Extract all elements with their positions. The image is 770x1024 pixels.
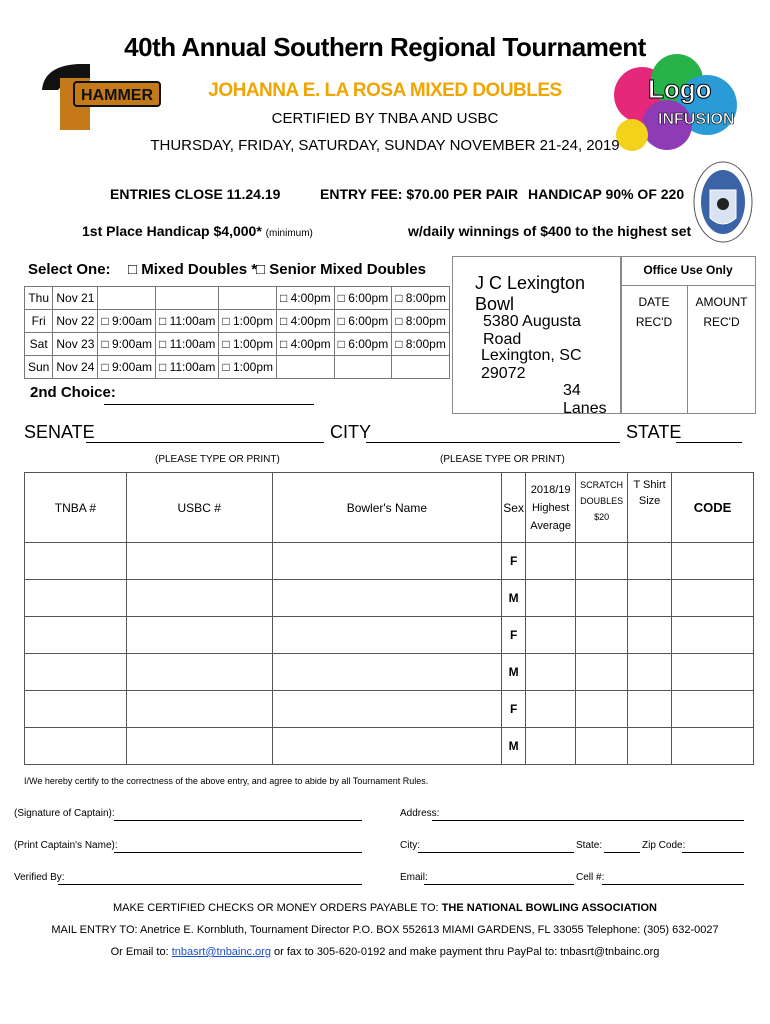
schedule-slot[interactable]: □ 6:00pm [334, 333, 392, 356]
bowler-cell[interactable] [576, 691, 628, 728]
bowler-cell[interactable] [25, 654, 127, 691]
schedule-slot[interactable]: □ 8:00pm [392, 287, 450, 310]
bowler-row [25, 617, 754, 654]
bowler-cell[interactable] [25, 617, 127, 654]
schedule-slot[interactable]: □ 4:00pm [277, 333, 335, 356]
second-choice-label: 2nd Choice: [30, 384, 116, 401]
schedule-day: Sun [25, 356, 53, 379]
bowler-cell[interactable] [126, 691, 272, 728]
bowler-cell[interactable] [272, 691, 502, 728]
bowler-sex: F [502, 617, 526, 654]
schedule-row [25, 287, 450, 310]
bowler-cell[interactable] [672, 617, 754, 654]
page-subtitle: JOHANNA E. LA ROSA MIXED DOUBLES [208, 80, 562, 101]
bowler-row [25, 580, 754, 617]
bowler-row [25, 728, 754, 765]
schedule-row [25, 356, 450, 379]
schedule-date: Nov 21 [53, 287, 98, 310]
bowler-cell[interactable] [272, 617, 502, 654]
schedule-slot[interactable]: □ 1:00pm [219, 356, 277, 379]
zip-label: Zip Code: [642, 840, 686, 851]
bowler-cell[interactable] [272, 728, 502, 765]
entry-fee: ENTRY FEE: $70.00 PER PAIR [320, 186, 519, 202]
entries-close: ENTRIES CLOSE 11.24.19 [110, 186, 281, 202]
office-amount: AMOUNT [695, 295, 748, 309]
schedule-slot[interactable]: □ 9:00am [98, 356, 156, 379]
zip-field[interactable] [682, 852, 744, 853]
schedule-slot[interactable]: □ 1:00pm [219, 333, 277, 356]
venue-lanes: 34 Lanes [563, 382, 607, 417]
schedule-row [25, 310, 450, 333]
checks-text: MAKE CERTIFIED CHECKS OR MONEY ORDERS PAYABLE TO: [113, 902, 439, 914]
schedule-slot [219, 287, 277, 310]
schedule-date: Nov 22 [53, 310, 98, 333]
city-label: CITY [330, 422, 372, 442]
bowler-row [25, 654, 754, 691]
daily-winnings: w/daily winnings of $400 to the highest set [408, 223, 692, 239]
col-tnba: TNBA # [25, 473, 127, 543]
bowler-cell[interactable] [672, 728, 754, 765]
bowler-sex: F [502, 543, 526, 580]
bowler-cell[interactable] [576, 580, 628, 617]
bowler-row [25, 543, 754, 580]
logo-infusion-word1: Logo [648, 74, 712, 104]
bowler-cell[interactable] [672, 580, 754, 617]
bowler-cell[interactable] [628, 543, 672, 580]
schedule-slot[interactable]: □ 8:00pm [392, 310, 450, 333]
senate-field[interactable] [86, 442, 324, 443]
schedule-day: Fri [25, 310, 53, 333]
city-sig-field[interactable] [418, 852, 574, 853]
print-note-2: (PLEASE TYPE OR PRINT) [440, 454, 565, 465]
schedule-slot[interactable]: □ 4:00pm [277, 287, 335, 310]
address-label: Address: [400, 808, 440, 819]
office-recd-2: REC'D [703, 315, 740, 329]
office-title: Office Use Only [643, 263, 733, 277]
schedule-date: Nov 24 [53, 356, 98, 379]
bowler-header-row [25, 473, 754, 543]
first-place-prize [82, 223, 313, 239]
bowler-cell[interactable] [126, 728, 272, 765]
email-link[interactable]: tnbasrt@tnbainc.org [171, 946, 271, 958]
signature-field[interactable] [114, 820, 362, 821]
hammer-logo-text: HAMMER [81, 87, 153, 104]
col-average: 2018/19 Highest Average [526, 473, 576, 543]
schedule-day: Thu [25, 287, 53, 310]
bowler-cell[interactable] [672, 543, 754, 580]
signature-label: (Signature of Captain): [14, 808, 115, 819]
verified-label: Verified By: [14, 872, 65, 883]
venue-box [452, 256, 622, 417]
venue-name: J C Lexington Bowl [475, 273, 586, 314]
bowler-cell[interactable] [526, 691, 576, 728]
schedule-slot[interactable]: □ 11:00am [156, 310, 219, 333]
schedule-date: Nov 23 [53, 333, 98, 356]
bowler-cell[interactable] [272, 543, 502, 580]
email-label: Email: [400, 872, 428, 883]
email-pre: Or Email to: [110, 946, 169, 958]
schedule-slot[interactable]: □ 1:00pm [219, 310, 277, 333]
schedule-slot [156, 287, 219, 310]
bowler-cell[interactable] [126, 580, 272, 617]
mail-line: MAIL ENTRY TO: Anetrice E. Kornbluth, Tournament Director P.O. BOX 552613 MIAMI GARDENS, FL 33055 Telephone: (305) 632-0027 [51, 924, 719, 936]
schedule-slot[interactable]: □ 6:00pm [334, 287, 392, 310]
bowler-cell[interactable] [526, 728, 576, 765]
senate-label: SENATE [24, 422, 95, 442]
office-date: DATE [638, 295, 670, 309]
bowler-cell[interactable] [25, 728, 127, 765]
bowler-cell[interactable] [628, 654, 672, 691]
schedule-slot[interactable]: □ 6:00pm [334, 310, 392, 333]
bowler-cell[interactable] [272, 654, 502, 691]
bowler-cell[interactable] [576, 654, 628, 691]
schedule-slot[interactable]: □ 9:00am [98, 310, 156, 333]
bowler-cell[interactable] [25, 691, 127, 728]
schedule-slot [98, 287, 156, 310]
address-field[interactable] [432, 820, 744, 821]
state-label: STATE [626, 422, 682, 442]
bowler-cell[interactable] [526, 580, 576, 617]
checks-line [0, 902, 770, 914]
schedule-row [25, 333, 450, 356]
bowler-cell[interactable] [526, 617, 576, 654]
mixed-doubles-option[interactable]: □ Mixed Doubles * [128, 261, 258, 278]
col-sex: Sex [502, 473, 526, 543]
handicap: HANDICAP 90% OF 220 [528, 186, 685, 202]
bowler-row [25, 691, 754, 728]
schedule-slot[interactable]: □ 11:00am [156, 333, 219, 356]
col-scratch: SCRATCH DOUBLES $20 [576, 473, 628, 543]
schedule-slot[interactable]: □ 11:00am [156, 356, 219, 379]
payee-text: THE NATIONAL BOWLING ASSOCIATION [441, 902, 657, 914]
schedule-slot[interactable]: □ 9:00am [98, 333, 156, 356]
select-one-label: Select One: [28, 261, 111, 278]
logo-infusion-word2: INFUSION [658, 111, 735, 128]
bowler-cell[interactable] [126, 654, 272, 691]
venue-street: 5380 Augusta Road [483, 313, 581, 348]
schedule-slot[interactable]: □ 4:00pm [277, 310, 335, 333]
bowler-cell[interactable] [628, 617, 672, 654]
bowler-cell[interactable] [628, 580, 672, 617]
bowler-cell[interactable] [576, 617, 628, 654]
certified-text: CERTIFIED BY TNBA AND USBC [271, 110, 499, 127]
bowler-cell[interactable] [526, 543, 576, 580]
dates-text: THURSDAY, FRIDAY, SATURDAY, SUNDAY NOVEMBER 21-24, 2019 [150, 137, 620, 154]
bowler-cell[interactable] [25, 543, 127, 580]
bowler-cell[interactable] [628, 728, 672, 765]
bowler-sex: M [502, 728, 526, 765]
city-sig-label: City: [400, 840, 420, 851]
col-tshirt: T Shirt Size [628, 473, 672, 543]
email-field[interactable] [424, 884, 574, 885]
col-name: Bowler's Name [272, 473, 502, 543]
minimum-note: (minimum) [265, 228, 313, 239]
first-place-text: 1st Place Handicap $4,000* [82, 223, 262, 239]
email-line [0, 946, 770, 958]
cell-field[interactable] [602, 884, 744, 885]
bowler-cell[interactable] [526, 654, 576, 691]
venue-city: Lexington, SC 29072 [481, 347, 582, 382]
print-name-field[interactable] [114, 852, 362, 853]
bowler-cell[interactable] [126, 617, 272, 654]
schedule-slot[interactable]: □ 8:00pm [392, 333, 450, 356]
bowler-cell[interactable] [272, 580, 502, 617]
print-note-1: (PLEASE TYPE OR PRINT) [155, 454, 280, 465]
email-post: or fax to 305-620-0192 and make payment thru PayPal to: tnbasrt@tnbainc.org [274, 946, 660, 958]
tnba-seal [692, 160, 754, 244]
schedule-slot [334, 356, 392, 379]
schedule-slot [392, 356, 450, 379]
bowler-cell[interactable] [126, 543, 272, 580]
senior-mixed-option[interactable]: □ Senior Mixed Doubles [256, 261, 426, 278]
second-choice-line[interactable] [104, 404, 314, 405]
state-sig-label: State: [576, 840, 603, 851]
bowler-cell[interactable] [576, 728, 628, 765]
bowler-cell[interactable] [628, 691, 672, 728]
city-field[interactable] [366, 442, 620, 443]
state-field[interactable] [676, 442, 742, 443]
certify-text: I/We hereby certify to the correctness of the above entry, and agree to abide by all Tournament Rules. [24, 776, 429, 786]
col-code: CODE [672, 473, 754, 543]
office-recd-1: REC'D [635, 315, 673, 329]
schedule-day: Sat [25, 333, 53, 356]
col-usbc: USBC # [126, 473, 272, 543]
schedule-slot [277, 356, 335, 379]
bowler-sex: M [502, 580, 526, 617]
page-title: 40th Annual Southern Regional Tournament [124, 32, 646, 62]
bowler-cell[interactable] [672, 691, 754, 728]
bowler-table [24, 472, 754, 765]
bowler-cell[interactable] [576, 543, 628, 580]
state-sig-field[interactable] [604, 852, 640, 853]
office-use-box [620, 256, 756, 414]
bowler-sex: M [502, 654, 526, 691]
bowler-cell[interactable] [672, 654, 754, 691]
bowler-cell[interactable] [25, 580, 127, 617]
verified-field[interactable] [58, 884, 362, 885]
schedule-table [24, 286, 450, 379]
print-name-label: (Print Captain's Name): [14, 840, 118, 851]
bowler-sex: F [502, 691, 526, 728]
cell-label: Cell #: [576, 872, 605, 883]
